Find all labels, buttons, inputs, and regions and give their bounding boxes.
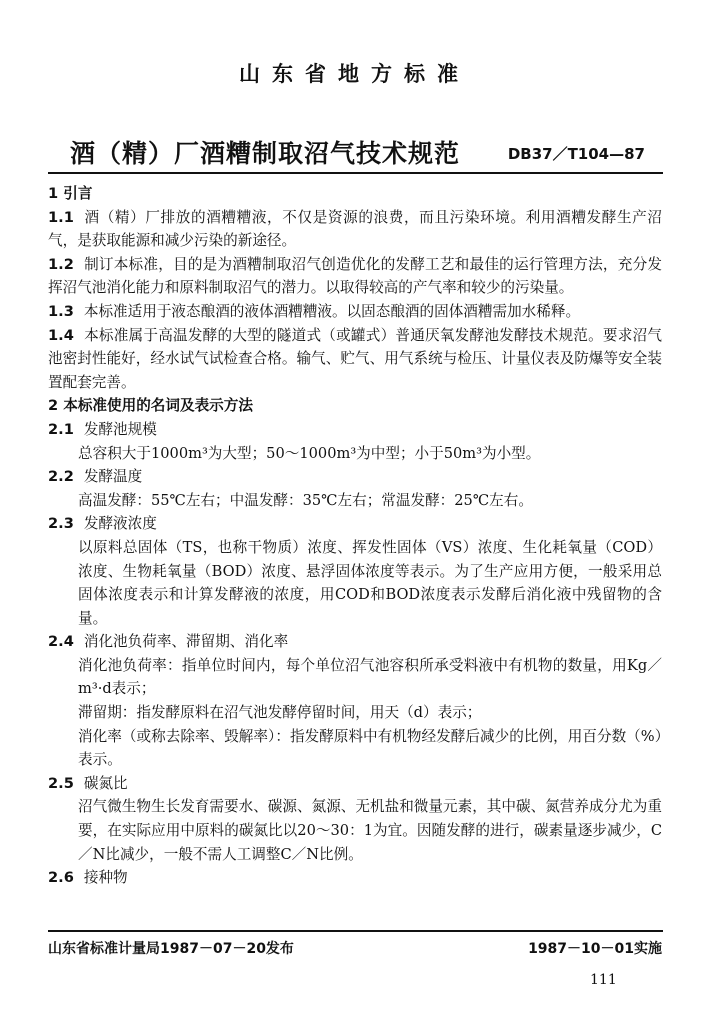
body-paragraph: 高温发酵：55℃左右；中温发酵：35℃左右；常温发酵：25℃左右。	[78, 491, 533, 509]
document-body	[48, 182, 662, 890]
clause-number: 2.6	[48, 869, 74, 887]
standard-code: DB37／T104—87	[507, 145, 645, 163]
body-paragraph: 消化率（或称去除率、毁解率）：指发酵原料中有机物经发酵后减少的比例，用百分数（%）表示。	[78, 727, 662, 769]
clause-number: 2.4	[48, 633, 74, 651]
clause-text: 本标准适用于液态酿酒的液体酒糟糟液。以固态酿酒的固体酒糟需加水稀释。	[83, 302, 581, 320]
clause-number: 1.3	[48, 302, 74, 320]
org-title: 山东省地方标准	[239, 62, 470, 86]
clause-number: 1.4	[48, 326, 74, 344]
page-number: 111	[590, 972, 617, 988]
numbered-clause	[48, 324, 662, 395]
numbered-clause	[48, 465, 662, 489]
numbered-clause	[48, 206, 662, 253]
numbered-clause	[48, 866, 662, 890]
clause-number: 2.3	[48, 515, 74, 533]
body-paragraph: 消化池负荷率：指单位时间内，每个单位沼气池容积所承受料液中有机物的数量，用Kg／m³·d表示；	[78, 656, 662, 698]
clause-text: 发酵液浓度	[83, 515, 157, 533]
body-paragraph: 总容积大于1000m³为大型；50～1000m³为中型；小于50m³为小型。	[78, 444, 541, 462]
clause-text: 本标准属于高温发酵的大型的隧道式（或罐式）普通厌氧发酵池发酵技术规范。要求沼气池密封性能好，经水试气试检查合格。输气、贮气、用气系统与检压、计量仪表及防爆等安全装置配套完善。	[48, 326, 662, 391]
clause-text: 接种物	[83, 869, 128, 887]
footer-rule	[48, 930, 663, 932]
clause-number: 2.2	[48, 468, 74, 486]
section-heading: 1 引言	[48, 185, 93, 202]
clause-text: 发酵温度	[83, 468, 143, 486]
clause-number: 1.2	[48, 255, 74, 273]
clause-text: 制订本标准，目的是为酒糟制取沼气创造优化的发酵工艺和最佳的运行管理方法，充分发挥沼气池消化能力和原料制取沼气的潜力。以取得较高的产气率和较少的污染量。	[48, 255, 662, 297]
numbered-clause	[48, 630, 662, 654]
numbered-clause	[48, 418, 662, 442]
clause-text: 消化池负荷率、滞留期、消化率	[83, 633, 289, 651]
body-paragraph: 以原料总固体（TS，也称干物质）浓度、挥发性固体（VS）浓度、生化耗氧量（COD）浓度、生物耗氧量（BOD）浓度、悬浮固体浓度等表示。为了生产应用方便，一般采用总固体浓度表示和计算发酵液的浓度，用COD和BOD浓度表示发酵后消化液中残留物的含量。	[78, 538, 662, 627]
section-heading: 2 本标准使用的名词及表示方法	[48, 397, 253, 415]
body-paragraph: 滞留期：指发酵原料在沼气池发酵停留时间，用天（d）表示；	[78, 704, 482, 722]
clause-text: 碳氮比	[83, 774, 128, 792]
body-paragraph: 沼气微生物生长发育需要水、碳源、氮源、无机盐和微量元素，其中碳、氮营养成分尤为重要，在实际应用中原料的碳氮比以20～30：1为宜。因随发酵的进行，碳素量逐步减少，C／N比减少，一般不需人工调整C／N比例。	[78, 798, 662, 863]
effective-info: 1987－10－01实施	[528, 941, 662, 957]
clause-number: 1.1	[48, 208, 74, 226]
numbered-clause	[48, 772, 662, 796]
numbered-clause	[48, 300, 662, 324]
clause-number: 2.5	[48, 774, 74, 792]
clause-number: 2.1	[48, 420, 74, 438]
numbered-clause	[48, 512, 662, 536]
document-title: 酒（精）厂酒糟制取沼气技术规范	[70, 139, 461, 168]
title-rule	[48, 172, 663, 174]
numbered-clause	[48, 253, 662, 300]
clause-text: 发酵池规模	[83, 420, 157, 438]
clause-text: 酒（精）厂排放的酒糟糟液，不仅是资源的浪费，而且污染环境。利用酒糟发酵生产沼气，是获取能源和减少污染的新途径。	[48, 208, 662, 250]
issue-info: 山东省标准计量局1987－07－20发布	[48, 941, 294, 957]
